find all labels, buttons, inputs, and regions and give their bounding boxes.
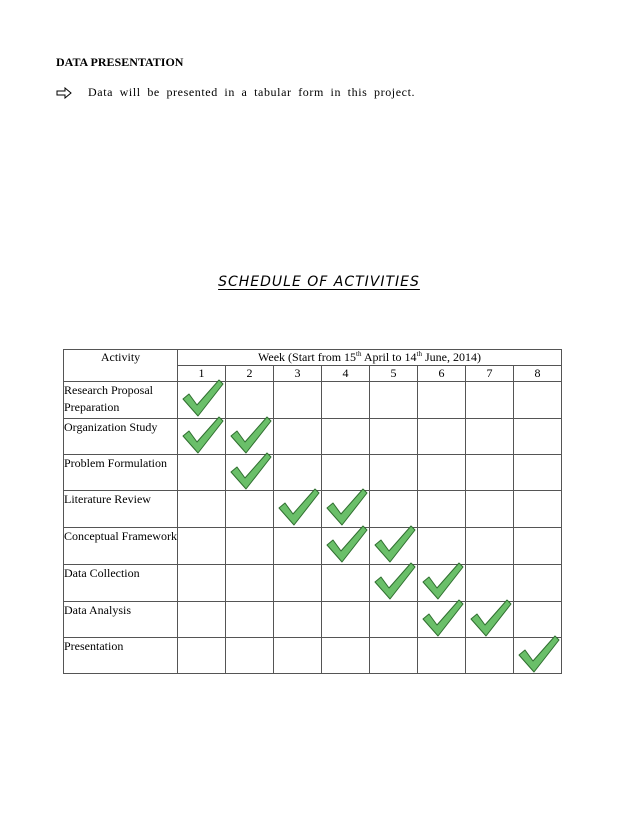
week-cell	[226, 638, 274, 674]
week-number-header: 5	[370, 366, 418, 382]
week-number-header: 1	[178, 366, 226, 382]
week-cell	[322, 491, 370, 528]
week-cell	[322, 602, 370, 638]
week-cell	[274, 455, 322, 491]
week-cell	[466, 528, 514, 565]
bullet-text: Data will be presented in a tabular form in this project.	[88, 85, 416, 99]
week-cell	[370, 382, 418, 419]
week-cell	[370, 455, 418, 491]
green-check-icon	[517, 634, 561, 674]
week-cell	[226, 602, 274, 638]
schedule-title: SCHEDULE OF ACTIVITIES	[218, 274, 420, 290]
week-cell	[466, 455, 514, 491]
week-cell	[418, 565, 466, 602]
week-cell	[178, 528, 226, 565]
activity-label: Data Collection	[64, 565, 178, 602]
green-check-icon	[181, 378, 225, 418]
week-cell	[322, 528, 370, 565]
week-cell	[514, 565, 562, 602]
week-cell	[322, 382, 370, 419]
week-cell	[226, 382, 274, 419]
week-cell	[226, 455, 274, 491]
activity-label: Organization Study	[64, 419, 178, 455]
green-check-icon	[373, 561, 417, 601]
week-cell	[466, 602, 514, 638]
week-cell	[466, 419, 514, 455]
week-number-header: 4	[322, 366, 370, 382]
week-column-header: Week (Start from 15th April to 14th June, 2014)	[178, 350, 562, 366]
week-cell	[274, 382, 322, 419]
activity-label: Data Analysis	[64, 602, 178, 638]
green-check-icon	[229, 415, 273, 455]
week-cell	[466, 382, 514, 419]
week-cell	[514, 638, 562, 674]
table-row	[64, 602, 562, 638]
week-cell	[178, 382, 226, 419]
green-check-icon	[277, 487, 321, 527]
green-check-icon	[373, 524, 417, 564]
week-cell	[370, 638, 418, 674]
week-cell	[226, 565, 274, 602]
hollow-right-arrow-icon	[56, 87, 72, 99]
week-cell	[466, 565, 514, 602]
week-cell	[178, 565, 226, 602]
table-row	[64, 565, 562, 602]
activity-label: Research Proposal Preparation	[64, 382, 178, 419]
table-row	[64, 638, 562, 674]
week-cell	[370, 565, 418, 602]
week-cell	[274, 528, 322, 565]
week-cell	[370, 419, 418, 455]
week-cell	[226, 528, 274, 565]
week-cell	[466, 638, 514, 674]
week-cell	[418, 602, 466, 638]
green-check-icon	[469, 598, 513, 638]
week-cell	[178, 491, 226, 528]
week-cell	[514, 455, 562, 491]
week-cell	[322, 419, 370, 455]
week-number-header: 6	[418, 366, 466, 382]
activity-label: Presentation	[64, 638, 178, 674]
table-row	[64, 382, 562, 419]
green-check-icon	[421, 598, 465, 638]
section-heading: DATA PRESENTATION	[56, 55, 184, 69]
week-cell	[370, 491, 418, 528]
schedule-table	[63, 349, 562, 674]
week-cell	[418, 528, 466, 565]
week-cell	[178, 419, 226, 455]
week-cell	[514, 491, 562, 528]
week-cell	[274, 419, 322, 455]
week-cell	[514, 528, 562, 565]
week-cell	[178, 455, 226, 491]
green-check-icon	[325, 524, 369, 564]
week-number-header: 7	[466, 366, 514, 382]
week-cell	[274, 638, 322, 674]
table-row	[64, 455, 562, 491]
week-cell	[322, 638, 370, 674]
week-cell	[274, 565, 322, 602]
green-check-icon	[229, 451, 273, 491]
week-cell	[370, 602, 418, 638]
green-check-icon	[325, 487, 369, 527]
activity-label: Problem Formulation	[64, 455, 178, 491]
week-cell	[418, 455, 466, 491]
week-cell	[322, 455, 370, 491]
week-cell	[274, 602, 322, 638]
activity-label: Conceptual Framework	[64, 528, 178, 565]
week-number-header: 8	[514, 366, 562, 382]
table-row	[64, 491, 562, 528]
week-cell	[370, 528, 418, 565]
activity-label: Literature Review	[64, 491, 178, 528]
week-cell	[418, 491, 466, 528]
week-number-header: 2	[226, 366, 274, 382]
week-cell	[514, 419, 562, 455]
activity-column-header: Activity	[64, 350, 178, 382]
week-cell	[418, 419, 466, 455]
week-number-header: 3	[274, 366, 322, 382]
green-check-icon	[421, 561, 465, 601]
week-cell	[178, 602, 226, 638]
table-row	[64, 419, 562, 455]
green-check-icon	[181, 415, 225, 455]
week-cell	[418, 638, 466, 674]
week-cell	[418, 382, 466, 419]
bullet-line	[56, 85, 415, 100]
week-cell	[322, 565, 370, 602]
week-cell	[226, 419, 274, 455]
week-cell	[178, 638, 226, 674]
week-cell	[274, 491, 322, 528]
table-row	[64, 528, 562, 565]
week-cell	[514, 382, 562, 419]
week-cell	[226, 491, 274, 528]
week-cell	[466, 491, 514, 528]
week-cell	[514, 602, 562, 638]
